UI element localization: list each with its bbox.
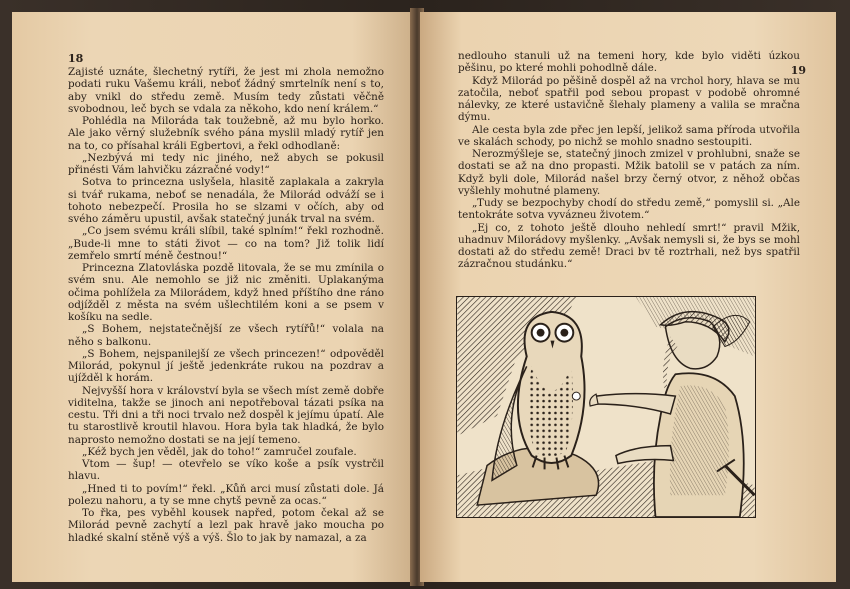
- paragraph: „S Bohem, nejstatečnější ze všech rytířů!“ volala na něho s balkonu.: [68, 323, 384, 348]
- owl-and-knight-illustration-icon: [456, 296, 756, 518]
- paragraph: Zajisté uznáte, šlechetný rytíři, že jest mi zhola nemožno podati ruku Vašemu králi, neboť žádný smrtelník není s to, aby vnikl do středu země. Musím tedy zůstati věčně svobodnou, leč bych se vdala za někoho, kdo není králem.“: [68, 66, 384, 115]
- page-number-right: 19: [790, 64, 806, 77]
- paragraph: „Co jsem svému králi slíbil, také splním!“ řekl rozhodně. „Bude-li mne to státi život — co na tom? Již tolik lidí zemřelo smrtí méně čestnou!“: [68, 225, 384, 262]
- paragraph: Vtom — šup! — otevřelo se víko koše a psík vystrčil hlavu.: [68, 458, 384, 483]
- paragraph: To řka, pes vyběhl kousek napřed, potom čekal až se Milorád pevně zachytí a lezl pak hravě jako moucha po hladké skalní stěně výš a výš. Šlo to jak by namazal, a za: [68, 507, 384, 544]
- paragraph: Sotva to princezna uslyšela, hlasitě zaplakala a zakryla si tvář rukama, neboť se nenadála, že Milorád odváží se i tohoto nebezpečí. Prosila ho se slzami v očích, aby od svého záměru upustil, avšak statečný junák trval na svém.: [68, 176, 384, 225]
- left-page-text: [68, 66, 384, 544]
- paragraph: „Ej co, z tohoto ještě dlouho nehledí smrt!“ pravil Mžik, uhadnuv Milorádovy myšlenky. „Avšak nemysli si, že bys se mohl dostati až do středu země! Draci bv tě roztrhali, než bys spatřil zázračnou studánku.“: [458, 221, 800, 271]
- left-page: [12, 12, 412, 582]
- paragraph: Princezna Zlatovláska pozdě litovala, že se mu zmínila o svém snu. Ale nemohlo se již nic změniti. Uplakanýma očima pohlížela za Milorádem, když hned příštího dne ráno odjížděl z města na svém ušlechtilém koni a se psem v košíku na sedle.: [68, 262, 384, 323]
- paragraph: „S Bohem, nejspanilejší ze všech princezen!“ odpověděl Milorád, pokynul jí ještě jedenkráte rukou na pozdrav a ujížděl k horám.: [68, 347, 384, 385]
- paragraph: Nerozmýšleje se, statečný jinoch zmizel v prohlubni, snaže se dostati se až na dno propasti. Mžik batolil se v patách za ním. Když byli dole, Milorád našel brzy černý otvor, z něhož občas vyšlehly mohutné plameny.: [458, 148, 800, 197]
- paragraph: nedlouho stanuli už na temeni hory, kde bylo viděti úzkou pěšinu, po které mohli pohodlně dále.: [458, 50, 800, 75]
- paragraph: „Tudy se bezpochyby chodí do středu země,“ pomyslil si. „Ale tentokráte sotva vyvázneu životem.“: [458, 197, 800, 222]
- paragraph: „Nezbývá mi tedy nic jiného, než abych se pokusil přinésti Vám lahvičku zázračné vody!“: [68, 151, 384, 176]
- right-page-text: [458, 50, 800, 271]
- paragraph: Pohlédla na Miloráda tak toužebně, až mu bylo horko. Ale jako věrný služebník svého pána myslil mladý rytíř jen na to, co přísahal králi Egbertovi, a řekl odhodlaně:: [68, 115, 384, 152]
- paragraph: „Kéž bych jen věděl, jak do toho!“ zamručel zoufale.: [82, 445, 357, 458]
- page-number-left: 18: [68, 52, 84, 65]
- paragraph: Ale cesta byla zde přec jen lepší, jelikož sama příroda utvořila ve skalách schody, po nichž se mohlo snadno sestoupiti.: [458, 123, 800, 148]
- paragraph: „Hned ti to povím!“ řekl. „Kůň arci musí zůstati dole. Já polezu nahoru, a ty se mne chytš pevně za ocas.“: [68, 482, 384, 507]
- paragraph: Když Milorád po pěšině dospěl až na vrchol hory, hlava se mu zatočila, neboť spatřil pod sebou propast v podobě ohromné nálevky, ze které ustavičně šlehaly plameny a valila se mračna dýmu.: [458, 74, 800, 124]
- paragraph: Nejvyšší hora v království byla se všech míst země dobře viditelna, takže se jinoch ani nepotřeboval tázati psíka na cestu. Tři dni a tři noci trvalo než dospěl k jejímu úpatí. Ale tu starostlivě kroutil hlavou. Hora byla tak hladká, že bylo naprosto nemožno dostati se na její temeno.: [68, 384, 384, 446]
